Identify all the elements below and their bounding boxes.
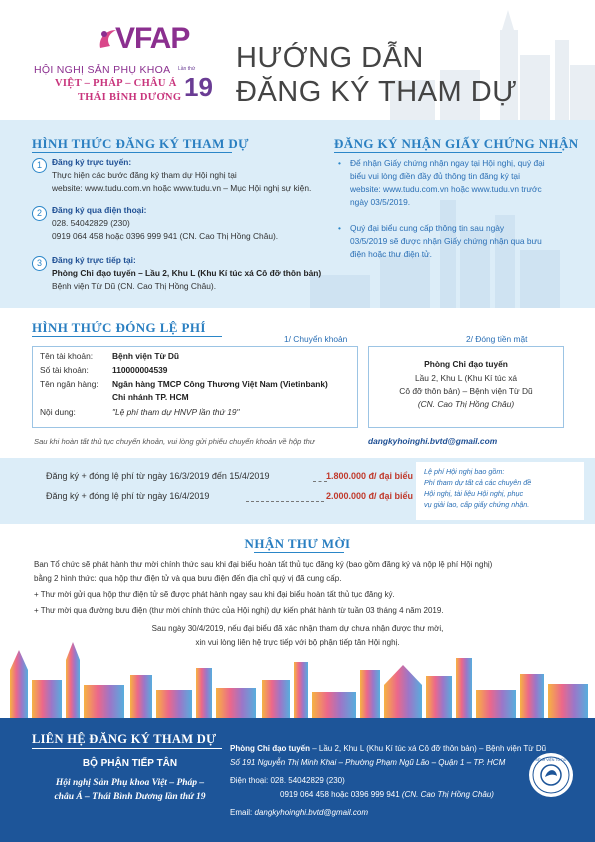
step-number: 2	[32, 206, 47, 221]
footer-department: BỘ PHẬN TIẾP TÂN	[82, 758, 178, 769]
step-title: Đăng ký qua điện thoại:	[52, 205, 147, 215]
account-value: Bệnh viện Từ Dũ	[112, 351, 180, 361]
bullet-icon: •	[338, 158, 341, 168]
fee-row-1-amount: 1.800.000 đ/ đại biểu	[326, 471, 414, 481]
vfap-logo: VFAP	[115, 22, 190, 55]
footer-email	[230, 808, 368, 817]
step-line: 028. 54042829 (230)	[52, 218, 130, 228]
certificate-line: biểu vui lòng điền đầy đủ thông tin đăng ký tại	[350, 171, 520, 181]
invitation-closing: xin vui lòng liên hệ trực tiếp với bộ phận tiếp tân Hội nghị.	[195, 638, 400, 647]
invitation-heading: NHẬN THƯ MỜI	[244, 536, 351, 551]
invitation-paragraph: Ban Tổ chức sẽ phát hành thư mời chính thức sau khi đại biểu hoàn tất thủ tục đăng ký (bao gồm đăng ký và nộp lệ phí Hội nghị)	[34, 560, 493, 569]
account-label: Số tài khoản:	[40, 365, 89, 375]
account-label: Tên ngân hàng:	[40, 379, 99, 389]
method-1-label: 1/ Chuyển khoản	[284, 334, 348, 344]
step-title: Đăng ký trực tuyến:	[52, 157, 132, 167]
office-name: Phòng Chỉ đạo tuyến	[230, 744, 310, 753]
invitation-paragraph: bằng 2 hình thức: qua hộp thư điện tử và qua bưu điện đến địa chỉ quý vị đã cung cấp.	[34, 574, 342, 583]
divider	[334, 152, 562, 153]
certificate-line: ngày 03/5/2019.	[350, 197, 411, 207]
registration-heading: HÌNH THỨC ĐĂNG KÝ THAM DỰ	[32, 136, 249, 151]
fee-note-title: Lệ phí Hội nghị bao gồm:	[424, 467, 505, 476]
footer-heading: LIÊN HỆ ĐĂNG KÝ THAM DỰ	[32, 732, 217, 746]
account-value: Chi nhánh TP. HCM	[112, 392, 189, 402]
divider	[32, 152, 232, 153]
certificate-line: 03/5/2019 sẽ được nhận Giấy chứng nhận qua bưu	[350, 236, 542, 246]
step-line: website: www.tudu.com.vn hoặc www.tudu.vn – Mục Hội nghị sự kiện.	[52, 183, 312, 193]
fee-note-line: Hội nghị, tài liệu Hội nghị, phục	[424, 489, 524, 498]
divider	[254, 552, 344, 553]
cash-note: (CN. Cao Thị Hồng Châu)	[417, 399, 515, 409]
account-label: Tên tài khoản:	[40, 351, 94, 361]
logo-number: 19	[184, 72, 213, 102]
logo-line-3: THÁI BÌNH DƯƠNG	[78, 92, 182, 103]
cash-title: Phòng Chỉ đạo tuyến	[424, 359, 508, 369]
logo-line-1: HỘI NGHỊ SẢN PHỤ KHOA	[34, 64, 171, 76]
payment-heading: HÌNH THỨC ĐÓNG LỆ PHÍ	[32, 320, 206, 335]
divider	[32, 336, 222, 337]
footer-phone	[280, 790, 494, 799]
fee-note-line: vụ giải lao, cấp giấy chứng nhận.	[424, 500, 530, 509]
phone-numbers: 0919 064 458 hoặc 0396 999 941	[280, 790, 400, 799]
phone-contact: (CN. Cao Thị Hồng Châu)	[401, 790, 494, 799]
footer-conference: châu Á – Thái Bình Dương lần thứ 19	[54, 792, 206, 802]
fee-row-2-amount: 2.000.000 đ/ đại biểu	[326, 491, 414, 501]
step-line: Thực hiện các bước đăng ký tham dự Hội nghị tại	[52, 170, 237, 180]
divider	[32, 748, 222, 749]
cash-line: Lầu 2, Khu L (Khu Kí túc xá	[414, 373, 518, 383]
transfer-note: Sau khi hoàn tất thủ tục chuyển khoản, vui lòng gửi phiếu chuyển khoản về hộp thư	[34, 437, 315, 446]
step-title: Đăng ký trực tiếp tại:	[52, 255, 136, 265]
step-number: 1	[32, 158, 47, 173]
account-value: "Lệ phí tham dự HNVP lần thứ 19"	[112, 407, 240, 417]
fee-row-2-text: Đăng ký + đóng lệ phí từ ngày 16/4/2019	[46, 491, 210, 501]
office-detail: – Lầu 2, Khu L (Khu Kí túc xá Cô đỡ thôn bản) – Bệnh viện Từ Dũ	[310, 744, 547, 753]
account-value: Ngân hàng TMCP Công Thương Việt Nam (Vietinbank)	[112, 379, 328, 389]
step-line: Bệnh viện Từ Dũ (CN. Cao Thị Hồng Châu).	[52, 281, 217, 291]
certificate-heading: ĐĂNG KÝ NHẬN GIẤY CHỨNG NHẬN	[334, 136, 579, 151]
account-label: Nội dung:	[40, 407, 76, 417]
certificate-line: Để nhận Giấy chứng nhận ngay tại Hội nghị, quý đại	[350, 158, 545, 168]
fee-row-1-text: Đăng ký + đóng lệ phí từ ngày 16/3/2019 đến 15/4/2019	[46, 471, 270, 481]
footer-address: Số 191 Nguyễn Thị Minh Khai – Phường Phạm Ngũ Lão – Quận 1 – TP. HCM	[230, 758, 506, 767]
certificate-line: website: www.tudu.com.vn hoặc www.tudu.vn trước	[350, 184, 542, 194]
cash-line: Cô đỡ thôn bản) – Bệnh viện Từ Dũ	[399, 386, 533, 396]
invitation-bullet: + Thư mời qua đường bưu điện (thư mời chính thức của Hội nghị) dự kiến phát hành từ tuần 03 tháng 4 năm 2019.	[34, 606, 444, 615]
hospital-seal-icon	[528, 752, 574, 798]
certificate-line: Quý đại biểu cung cấp thông tin sau ngày	[350, 223, 505, 233]
page-title-line-1: HƯỚNG DẪN	[236, 42, 424, 74]
footer-conference: Hội nghị Sản Phụ khoa Việt – Pháp –	[55, 778, 205, 788]
seal-text: BỆNH VIỆN TỪ DŨ	[535, 758, 567, 762]
bullet-icon: •	[338, 223, 341, 233]
email-address[interactable]: dangkyhoinghi.bvtd@gmail.com	[254, 808, 368, 817]
footer-office	[230, 744, 546, 753]
footer-phone: Điện thoại: 028. 54042829 (230)	[230, 776, 345, 785]
leader-dots	[246, 501, 324, 502]
invitation-bullet: + Thư mời gửi qua hộp thư điện tử sẽ được phát hành ngay sau khi đại biểu hoàn tất thủ tục đăng ký.	[34, 590, 395, 599]
invitation-closing: Sau ngày 30/4/2019, nếu đại biểu đã xác nhận tham dự chưa nhận được thư mời,	[151, 624, 444, 633]
account-value: 110000004539	[112, 365, 168, 375]
page-title-line-2: ĐĂNG KÝ THAM DỰ	[236, 76, 518, 108]
step-number: 3	[32, 256, 47, 271]
certificate-line: điện hoặc thư điện tử.	[350, 249, 432, 259]
method-2-label: 2/ Đóng tiền mặt	[466, 334, 528, 344]
fee-note-line: Phí tham dự tất cả các chuyên đề	[424, 478, 532, 487]
logo-lanthu: Lần thứ	[178, 66, 196, 72]
step-line: 0919 064 458 hoặc 0396 999 941 (CN. Cao Thị Hồng Châu).	[52, 231, 279, 241]
colorful-skyline-illustration	[0, 640, 595, 720]
leader-dots	[313, 481, 327, 482]
transfer-email: dangkyhoinghi.bvtd@gmail.com	[368, 436, 498, 446]
logo-flourish-icon	[96, 26, 120, 52]
step-line: Phòng Chỉ đạo tuyến – Lầu 2, Khu L (Khu Kí túc xá Cô đỡ thôn bản)	[52, 268, 322, 278]
email-label: Email:	[230, 808, 253, 817]
logo-line-2: VIỆT – PHÁP – CHÂU Á	[55, 78, 177, 89]
